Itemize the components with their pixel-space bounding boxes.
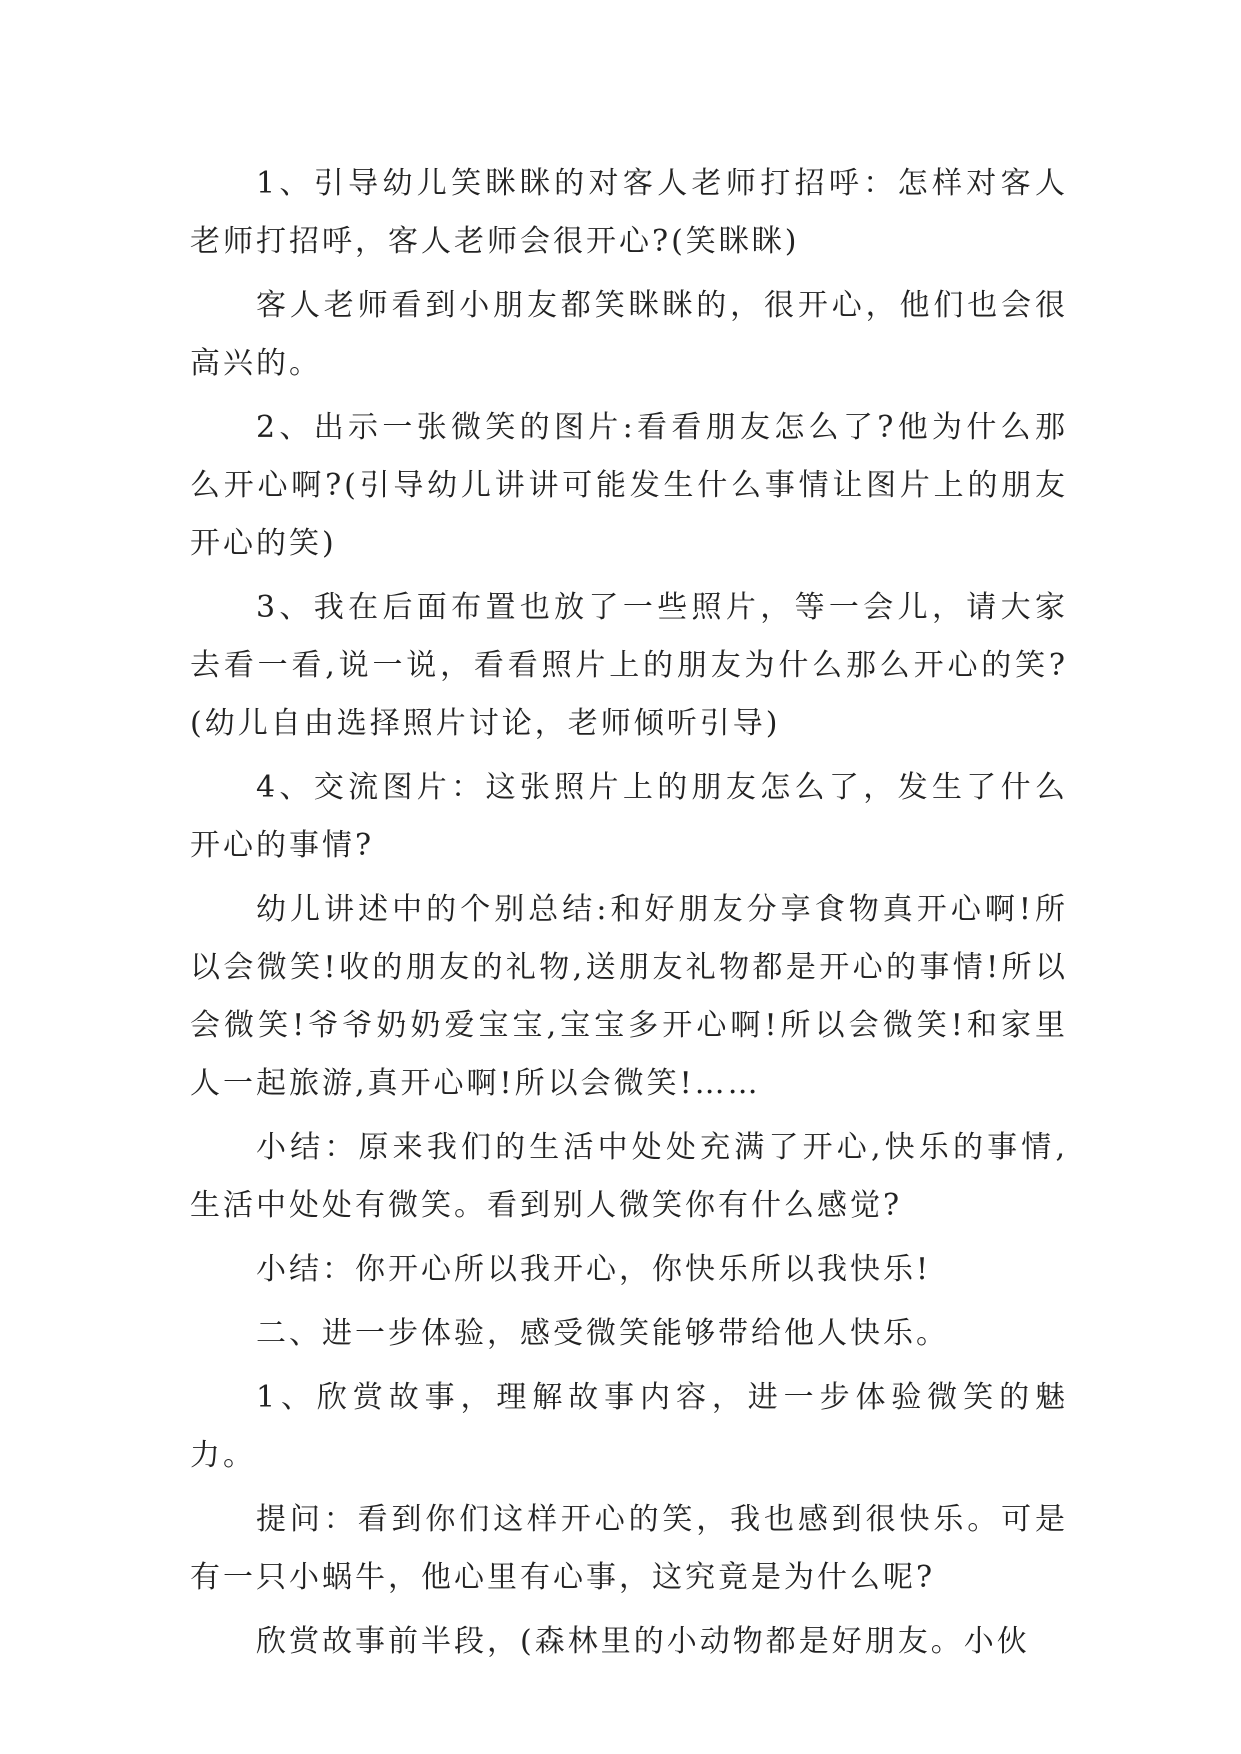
paragraph-6: 幼儿讲述中的个别总结:和好朋友分享食物真开心啊!所以会微笑!收的朋友的礼物,送朋友礼物都是开心的事情!所以会微笑!爷爷奶奶爱宝宝,宝宝多开心啊!所以会微笑!和家里人一起旅游,真开心啊!所以会微笑!……: [190, 892, 1068, 1101]
paragraph-12: 欣赏故事前半段，(森林里的小动物都是好朋友。小伙: [256, 1624, 1030, 1659]
paragraph-3: 2、出示一张微笑的图片:看看朋友怎么了?他为什么那么开心啊?(引导幼儿讲讲可能发生什么事情让图片上的朋友开心的笑): [190, 410, 1068, 561]
document-body: [190, 155, 1068, 1677]
paragraph-1: 1、引导幼儿笑眯眯的对客人老师打招呼：怎样对客人老师打招呼，客人老师会很开心?(笑眯眯): [190, 166, 1068, 259]
paragraph-10: 1、欣赏故事，理解故事内容，进一步体验微笑的魅力。: [190, 1380, 1068, 1473]
paragraph-9: 二、进一步体验，感受微笑能够带给他人快乐。: [256, 1316, 949, 1351]
paragraph-5: 4、交流图片：这张照片上的朋友怎么了，发生了什么开心的事情?: [190, 770, 1068, 863]
paragraph-4: 3、我在后面布置也放了一些照片，等一会儿，请大家去看一看,说一说，看看照片上的朋友为什么那么开心的笑?(幼儿自由选择照片讨论，老师倾听引导): [190, 590, 1068, 741]
paragraph-2: 客人老师看到小朋友都笑眯眯的，很开心，他们也会很高兴的。: [190, 288, 1068, 381]
paragraph-7: 小结：原来我们的生活中处处充满了开心,快乐的事情,生活中处处有微笑。看到别人微笑你有什么感觉?: [190, 1130, 1068, 1223]
paragraph-8: 小结：你开心所以我开心，你快乐所以我快乐!: [256, 1252, 932, 1287]
paragraph-11: 提问：看到你们这样开心的笑，我也感到很快乐。可是有一只小蜗牛，他心里有心事，这究竟是为什么呢?: [190, 1502, 1068, 1595]
